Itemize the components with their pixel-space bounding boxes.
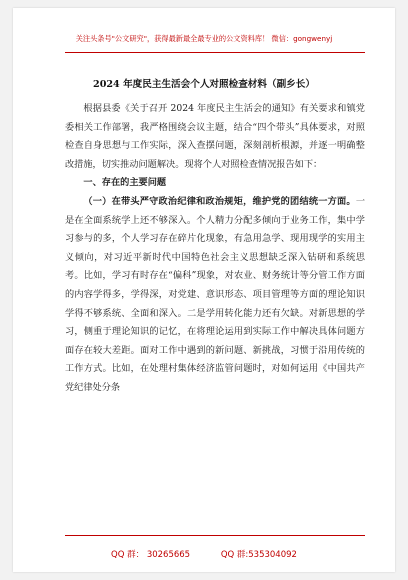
intro-paragraph: 根据县委《关于召开 2024 年度民主生活会的通知》有关要求和镇党委相关工作部署，我严格围绕会议主题，结合“四个带头”具体要求，对照检查自身思想与工作实际，深入查摆问题，深刻剖析根源，并逐一明确整改措施，切实推动问题解决。现将个人对照检查情况报告如下： [65, 103, 365, 170]
qq-group-2: QQ 群:535304092 [220, 550, 297, 560]
promo-banner: 关注头条号"公文研究"，获得最新最全最专业的公文资料库！ 微信：gongwenyj [75, 34, 333, 43]
document-title: 2024 年度民主生活会个人对照检查材料（副乡长） [93, 79, 315, 90]
footer-contacts [13, 548, 395, 560]
qq-group-1: QQ 群： 30265665 [111, 550, 191, 560]
footer-divider [65, 535, 365, 536]
subsection-text: 一是在全面系统学上还不够深入。个人精力分配多倾向于业务工作，集中学习参与的多，个人学习存在碎片化现象，有急用急学、现用现学的实用主义倾向，对习近平新时代中国特色社会主义思想缺乏深入钻研和系统思考。比如，学习有时存在“偏科”现象，对农业、财务统计等分管工作方面的内容学得多，学得深，对党建、意识形态、项目管理等方面的理论知识学得不够系统、全面和深入。二是学用转化能力还有欠缺。对新思想的学习，侧重于理论知识的记忆，在将理论运用到实际工作中解决具体问题方面存在较大差距。面对工作中遇到的新问题、新挑战，习惯于沿用传统的工作方式。比如，在处理村集体经济监管问题时，对如何运用《中国共产党纪律处分条 [65, 195, 365, 393]
subsection-paragraph [65, 193, 365, 398]
document-page [13, 8, 395, 572]
section-heading: 一、存在的主要问题 [83, 177, 167, 189]
document-body [65, 100, 365, 398]
header-divider [65, 52, 365, 53]
subsection-heading: （一）在带头严守政治纪律和政治规矩，维护党的团结统一方面。 [83, 195, 356, 207]
